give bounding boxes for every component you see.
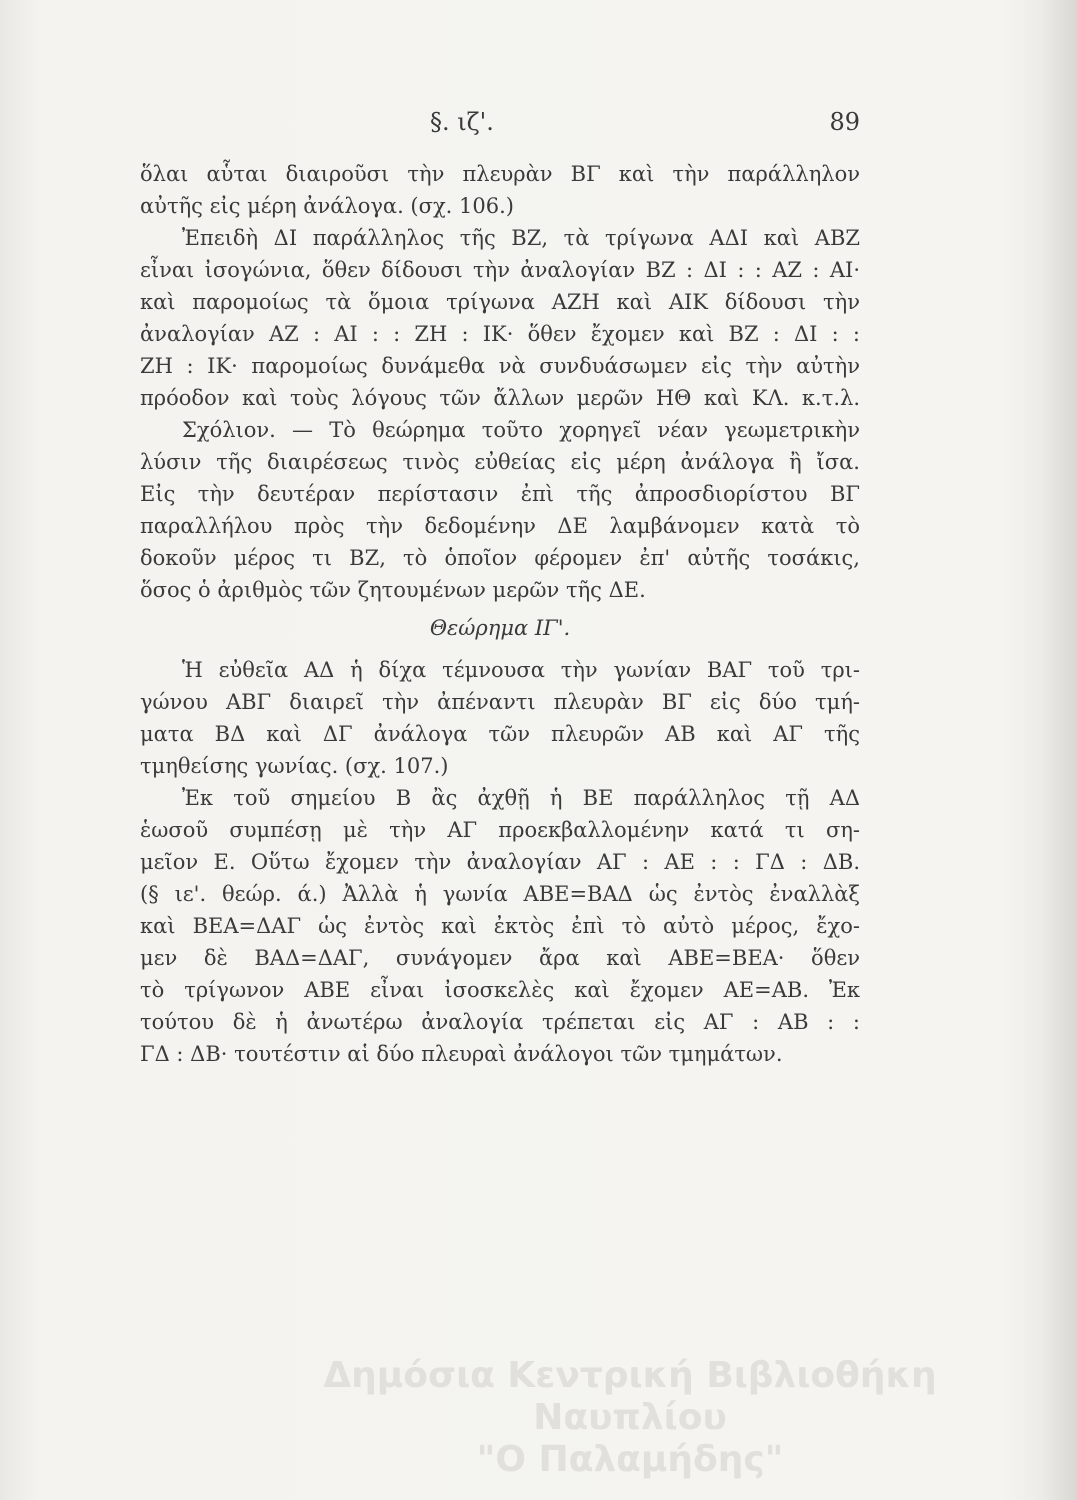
scholium-line: Σχόλιον. — Τὸ θεώρημα τοῦτο χορηγεῖ νέαν γεωμετρικὴν <box>182 418 860 442</box>
text-line: καὶ ΒΕΑ=ΔΑΓ ὡς ἐντὸς καὶ ἐκτὸς ἐπὶ τὸ αὐτὸ μέρος, ἔχο- <box>140 914 860 938</box>
text-line: Ἐκ τοῦ σημείου Β ἂς ἀχθῇ ἡ ΒΕ παράλληλος τῇ ΑΔ <box>182 786 860 810</box>
text-line: Ἐπειδὴ ΔΙ παράλληλος τῆς ΒΖ, τὰ τρίγωνα ΑΔΙ καὶ ΑΒΖ <box>182 226 860 250</box>
page-number: 89 <box>829 108 860 136</box>
text-line: ματα ΒΔ καὶ ΔΓ ἀνάλογα τῶν πλευρῶν ΑΒ καὶ ΑΓ τῆς <box>140 722 860 746</box>
text-line: ὅλαι αὗται διαιροῦσι τὴν πλευρὰν ΒΓ καὶ τὴν παράλληλον <box>140 162 860 186</box>
theorem-title: Θεώρημα ΙΓ'. <box>429 616 571 640</box>
text-line: λύσιν τῆς διαιρέσεως τινὸς εὐθείας εἰς μέρη ἀνάλογα ἢ ἴσα. <box>140 450 860 474</box>
body-text <box>140 158 860 1070</box>
watermark-line-1: Δημόσια Κεντρική Βιβλιοθήκη Ναυπλίου <box>323 1355 937 1438</box>
section-mark: §. ιζ'. <box>430 108 494 136</box>
text-line: ΖΗ : ΙΚ· παρομοίως δυνάμεθα νὰ συνδυάσωμεν εἰς τὴν αὐτὴν <box>140 354 860 378</box>
text-line: γώνου ΑΒΓ διαιρεῖ τὴν ἀπέναντι πλευρὰν ΒΓ εἰς δύο τμή- <box>140 690 860 714</box>
text-line: παραλλήλου πρὸς τὴν δεδομένην ΔΕ λαμβάνομεν κατὰ τὸ <box>140 514 860 538</box>
text-line: τούτου δὲ ἡ ἀνωτέρω ἀναλογία τρέπεται εἰς ΑΓ : ΑΒ : : <box>140 1010 860 1034</box>
text-line: ὅσος ὁ ἀριθμὸς τῶν ζητουμένων μερῶν τῆς ΔΕ. <box>140 578 646 602</box>
page-header <box>140 108 860 148</box>
text-line: πρόοδον καὶ τοὺς λόγους τῶν ἄλλων μερῶν ΗΘ καὶ ΚΛ. κ.τ.λ. <box>140 386 860 410</box>
text-line: ἀναλογίαν ΑΖ : ΑΙ : : ΖΗ : ΙΚ· ὅθεν ἔχομεν καὶ ΒΖ : ΔΙ : : <box>140 322 860 346</box>
text-line: τμηθείσης γωνίας. (σχ. 107.) <box>140 754 449 778</box>
text-line: (§ ιε'. θεώρ. ά.) Ἀλλὰ ἡ γωνία ΑΒΕ=ΒΑΔ ὡς ἐντὸς ἐναλλὰξ <box>140 882 860 906</box>
text-line: καὶ παρομοίως τὰ ὅμοια τρίγωνα ΑΖΗ καὶ ΑΙΚ δίδουσι τὴν <box>140 290 860 314</box>
text-line: μεν δὲ ΒΑΔ=ΔΑΓ, συνάγομεν ἄρα καὶ ΑΒΕ=ΒΕΑ· ὅθεν <box>140 946 860 970</box>
watermark-line-2: "Ο Παλαμήδης" <box>476 1439 784 1480</box>
text-line: Ἡ εὐθεῖα ΑΔ ἡ δίχα τέμνουσα τὴν γωνίαν ΒΑΓ τοῦ τρι- <box>182 658 860 682</box>
text-line: δοκοῦν μέρος τι ΒΖ, τὸ ὁποῖον φέρομεν ἐπ' αὐτῆς τοσάκις, <box>140 546 860 570</box>
page-fold-shadow <box>1040 0 1077 1500</box>
text-line: ἑωσοῦ συμπέσῃ μὲ τὴν ΑΓ προεκβαλλομένην κατά τι ση- <box>140 818 860 842</box>
library-watermark <box>230 1355 1030 1481</box>
text-line: μεῖον Ε. Οὕτω ἔχομεν τὴν ἀναλογίαν ΑΓ : ΑΕ : : ΓΔ : ΔΒ. <box>140 850 860 874</box>
text-line: Εἰς τὴν δευτέραν περίστασιν ἐπὶ τῆς ἀπροσδιορίστου ΒΓ <box>140 482 860 506</box>
text-line: τὸ τρίγωνον ΑΒΕ εἶναι ἰσοσκελὲς καὶ ἔχομεν ΑΕ=ΑΒ. Ἐκ <box>140 978 860 1002</box>
text-line: εἶναι ἰσογώνια, ὅθεν δίδουσι τὴν ἀναλογίαν ΒΖ : ΔΙ : : ΑΖ : ΑΙ· <box>140 258 860 282</box>
text-line: αὐτῆς εἰς μέρη ἀνάλογα. (σχ. 106.) <box>140 194 514 218</box>
text-line: ΓΔ : ΔΒ· τουτέστιν αἱ δύο πλευραὶ ἀνάλογοι τῶν τμημάτων. <box>140 1042 783 1066</box>
